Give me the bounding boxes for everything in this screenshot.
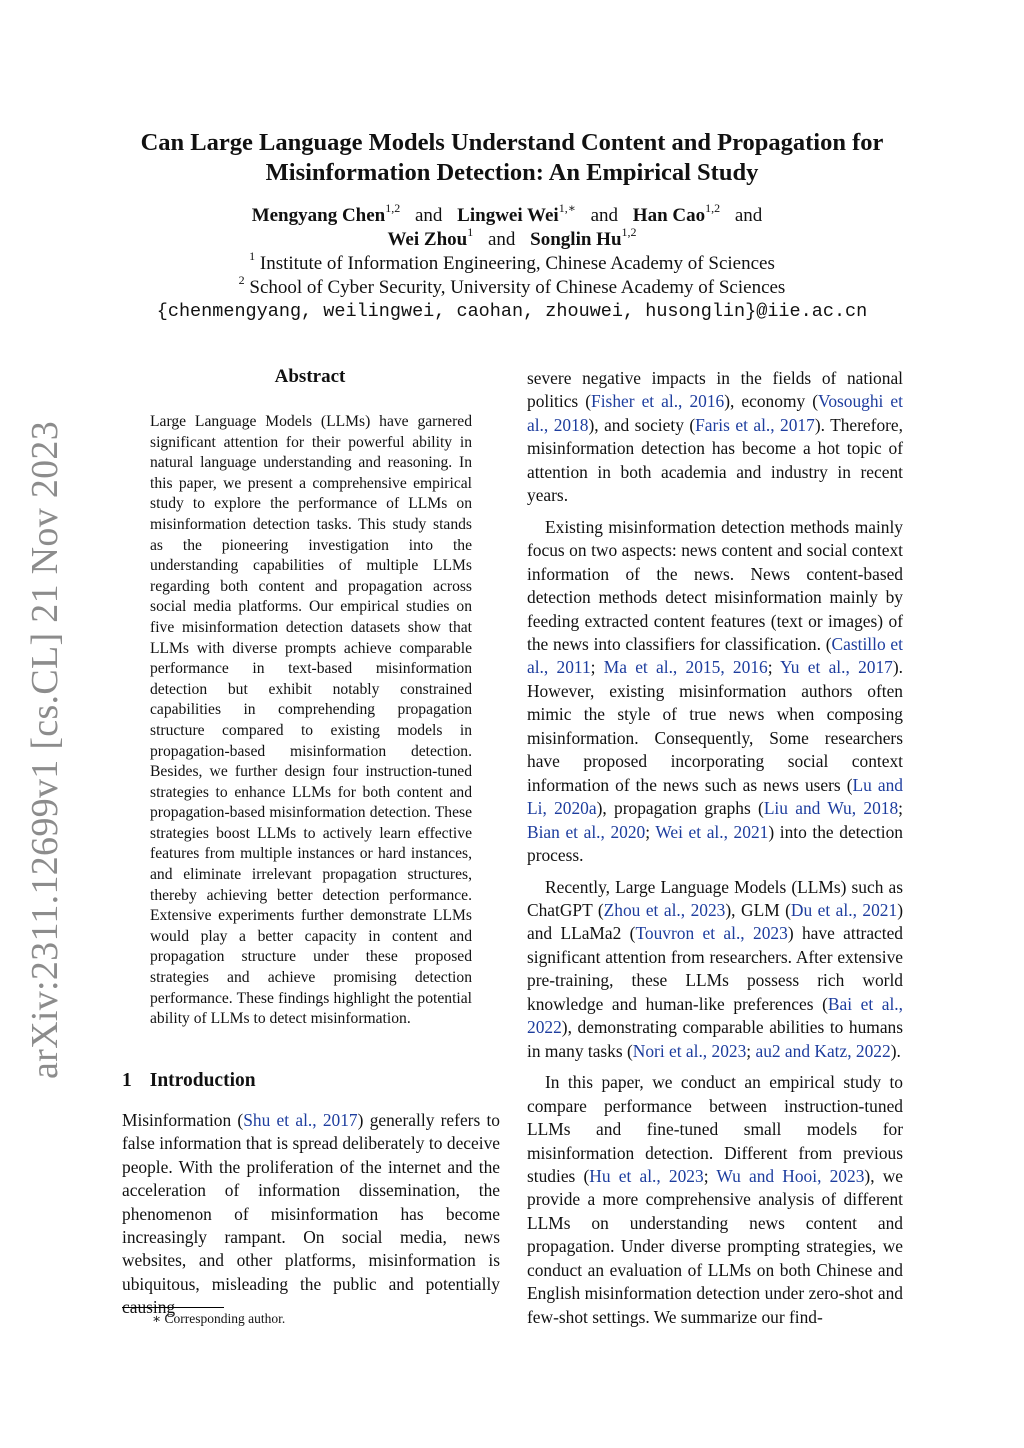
- author-name: Wei Zhou: [387, 229, 468, 250]
- author-name: Han Cao: [632, 205, 706, 226]
- citation-link[interactable]: Bai et al., 2022: [527, 993, 903, 1038]
- author-line-2: [120, 225, 904, 252]
- author-affil-mark: 1,2: [621, 225, 637, 239]
- author-emails: {chenmengyang, weilingwei, caohan, zhouwei, husonglin}@iie.ac.cn: [156, 301, 868, 322]
- text-run: ), propagation graphs (: [596, 798, 764, 819]
- text-run: Recently, Large Language Models (LLMs) such as ChatGPT (: [527, 876, 903, 920]
- text-run: Existing misinformation detection methods mainly focus on two aspects: news content and social context information of the news. News content-based detection methods detect misinformation mainly by feeding extracted content features (text or images) of the news into classifiers for classification. (: [527, 516, 903, 654]
- text-run: ) generally refers to false information that is spread deliberately to deceive people. With the proliferation of the internet and the acceleration of information dissemination, the phenomenon of misinformation has become increasingly rampant. On social media, news websites, and other platforms, misinformation is ubiquitous, misleading the public and potentially causing: [122, 1110, 501, 1318]
- author-name: Mengyang Chen: [251, 205, 386, 226]
- citation-link[interactable]: Du et al., 2021: [790, 899, 898, 920]
- text-run: Misinformation (: [122, 1110, 244, 1130]
- citation-link[interactable]: Shu et al., 2017: [243, 1110, 358, 1130]
- abstract-heading: Abstract: [274, 366, 346, 387]
- author-affil-mark: 1: [467, 225, 474, 239]
- text-run: ;: [767, 657, 781, 678]
- intro-paragraph-1: [122, 1109, 500, 1320]
- author-block: [120, 201, 904, 324]
- section-number: 1: [122, 1070, 132, 1091]
- text-run: ), demonstrating comparable abilities to humans in many tasks (: [527, 1017, 903, 1061]
- author-affil-mark: 1,2: [705, 201, 721, 215]
- text-run: ). However, existing misinformation authors often mimic the style of true news when composing misinformation. Consequently, Some researchers have proposed incorporating social context information of the news such as news users (: [527, 657, 904, 795]
- section-heading-introduction: [122, 1070, 256, 1092]
- author-line-1: [120, 201, 904, 228]
- citation-link[interactable]: Wu and Hooi, 2023: [716, 1165, 865, 1186]
- text-run: ) into the detection process.: [527, 821, 903, 866]
- author-affil-mark: 1,∗: [558, 201, 576, 215]
- citation-link[interactable]: Faris et al., 2017: [695, 414, 815, 435]
- text-run: ), GLM (: [725, 899, 791, 920]
- citation-link[interactable]: Lu and Li, 2020a: [527, 774, 903, 819]
- body-paragraph: [527, 367, 903, 508]
- citation-link[interactable]: Fisher et al., 2016: [591, 391, 725, 412]
- text-run: ), we provide a more comprehensive analysis of different LLMs on understanding news content and propagation. Under diverse prompting strategies, we conduct an evaluation of LLMs on both Chinese and English misinformation detection under zero-shot and few-shot settings. We summarize our find-: [527, 1165, 904, 1327]
- affiliation-mark: 1: [249, 249, 256, 263]
- body-paragraph: [527, 1071, 903, 1329]
- text-run: ) have attracted significant attention from researchers. After extensive pre-training, these LLMs possess rich world knowledge and human-like preferences (: [527, 923, 904, 1014]
- citation-link[interactable]: Liu and Wu, 2018: [763, 798, 899, 819]
- citation-link[interactable]: Ma et al., 2015, 2016: [603, 657, 768, 678]
- citation-link[interactable]: Wei et al., 2021: [655, 821, 769, 842]
- text-run: ;: [590, 657, 604, 678]
- affiliation-2: [120, 273, 904, 300]
- citation-link[interactable]: Bian et al., 2020: [527, 821, 646, 842]
- footnote-divider: [122, 1307, 224, 1308]
- footnote-corresponding-author: ∗ Corresponding author.: [152, 1311, 286, 1326]
- author-name: Songlin Hu: [530, 229, 622, 250]
- citation-link[interactable]: Zhou et al., 2023: [603, 899, 726, 920]
- text-run: ), and society (: [588, 414, 696, 435]
- citation-link[interactable]: au2 and Katz, 2022: [755, 1040, 891, 1061]
- citation-link[interactable]: Hu et al., 2023: [589, 1165, 704, 1186]
- arxiv-side-stamp: [20, 420, 70, 1080]
- affiliation-mark: 2: [238, 273, 245, 287]
- text-run: ;: [746, 1040, 756, 1061]
- text-run: ;: [703, 1165, 717, 1186]
- abstract-text: Large Language Models (LLMs) have garnered significant attention for their powerful ability in natural language understanding and reasoning. In this paper, we present a comprehensive empirical study to explore the performance of LLMs on misinformation detection tasks. This study stands as the pioneering investigation into the understanding capabilities of multiple LLMs regarding both content and propagation across social media platforms. Our empirical studies on five misinformation detection datasets show that LLMs with diverse prompts achieve comparable performance in text-based misinformation detection but exhibit notably constrained capabilities in comprehending propagation structure compared to existing models in propagation-based misinformation detection. Besides, we further design four instruction-tuned strategies to enhance LLMs for both content and propagation-based misinformation detection. These strategies boost LLMs to actively learn effective features from multiple instances or hard instances, and eliminate irrelevant propagation structures, thereby achieving better detection performance. Extensive experiments further demonstrate LLMs would play a better capacity in content and propagation structure under these proposed strategies and achieve promising detection performance. These findings highlight the potential ability of LLMs to detect misinformation.: [150, 413, 472, 1028]
- text-run: ). Therefore, misinformation detection has become a hot topic of attention in both academia and industry in recent years.: [527, 414, 903, 506]
- affiliation-1: [120, 249, 904, 276]
- affiliation-text: Institute of Information Engineering, Chinese Academy of Sciences: [259, 253, 775, 274]
- right-column: [527, 367, 903, 1337]
- author-name: Lingwei Wei: [457, 205, 559, 226]
- author-separator: and: [414, 205, 443, 226]
- author-affil-mark: 1,2: [385, 201, 401, 215]
- affiliation-text: School of Cyber Security, University of Chinese Academy of Sciences: [249, 277, 786, 298]
- body-paragraph: [527, 516, 903, 868]
- author-separator: and: [487, 229, 516, 250]
- text-run: ), economy (: [724, 391, 818, 412]
- author-separator: and: [734, 205, 763, 226]
- text-run: severe negative impacts in the fields of national politics (: [527, 368, 903, 412]
- arxiv-identifier: arXiv:2311.12699v1 [cs.CL] 21 Nov 2023: [24, 420, 66, 1080]
- citation-link[interactable]: Yu et al., 2017: [780, 657, 893, 678]
- citation-link[interactable]: Nori et al., 2023: [632, 1040, 747, 1061]
- author-separator: and: [590, 205, 619, 226]
- paper-title: Can Large Language Models Understand Content and Propagation for Misinformation Detection: An Empirical Study: [140, 129, 884, 186]
- body-paragraph: [527, 876, 903, 1064]
- citation-link[interactable]: Castillo et al., 2011: [527, 633, 903, 678]
- text-run: ;: [645, 821, 656, 842]
- text-run: In this paper, we conduct an empirical study to compare performance between instruction-tuned LLMs and fine-tuned small models for misinformation detection. Different from previous studies (: [527, 1072, 903, 1186]
- section-title: Introduction: [149, 1070, 256, 1091]
- text-run: ).: [890, 1040, 901, 1061]
- citation-link[interactable]: Touvron et al., 2023: [635, 923, 788, 944]
- text-run: ;: [898, 798, 903, 819]
- text-run: ) and LLaMa2 (: [527, 899, 903, 944]
- citation-link[interactable]: Vosoughi et al., 2018: [527, 391, 903, 435]
